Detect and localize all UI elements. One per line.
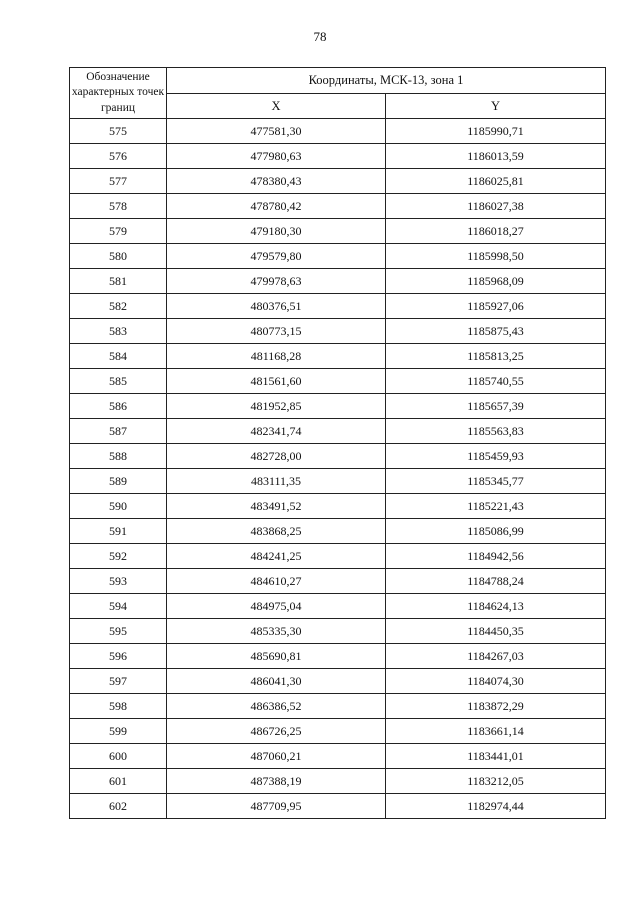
y-coordinate-cell: 1182974,44 bbox=[386, 794, 606, 819]
x-coordinate-cell: 485335,30 bbox=[167, 619, 386, 644]
point-cell: 592 bbox=[70, 544, 167, 569]
table-row bbox=[70, 619, 606, 644]
x-coordinate-cell: 482341,74 bbox=[167, 419, 386, 444]
x-coordinate-cell: 487388,19 bbox=[167, 769, 386, 794]
point-cell: 594 bbox=[70, 594, 167, 619]
point-cell: 583 bbox=[70, 319, 167, 344]
x-coordinate-cell: 478780,42 bbox=[167, 194, 386, 219]
table-row bbox=[70, 119, 606, 144]
point-cell: 586 bbox=[70, 394, 167, 419]
x-coordinate-cell: 481561,60 bbox=[167, 369, 386, 394]
y-coordinate-cell: 1186025,81 bbox=[386, 169, 606, 194]
point-cell: 585 bbox=[70, 369, 167, 394]
y-coordinate-cell: 1186013,59 bbox=[386, 144, 606, 169]
y-coordinate-cell: 1185927,06 bbox=[386, 294, 606, 319]
point-cell: 582 bbox=[70, 294, 167, 319]
y-coordinate-cell: 1183441,01 bbox=[386, 744, 606, 769]
y-coordinate-cell: 1186018,27 bbox=[386, 219, 606, 244]
table-row bbox=[70, 794, 606, 819]
point-cell: 575 bbox=[70, 119, 167, 144]
table-row bbox=[70, 769, 606, 794]
point-cell: 578 bbox=[70, 194, 167, 219]
table-row bbox=[70, 369, 606, 394]
y-coordinate-cell: 1184074,30 bbox=[386, 669, 606, 694]
table-row bbox=[70, 669, 606, 694]
x-coordinate-cell: 484610,27 bbox=[167, 569, 386, 594]
x-coordinate-cell: 481168,28 bbox=[167, 344, 386, 369]
table-header bbox=[70, 68, 606, 119]
x-coordinate-cell: 477581,30 bbox=[167, 119, 386, 144]
table-row bbox=[70, 419, 606, 444]
x-coordinate-cell: 483111,35 bbox=[167, 469, 386, 494]
x-coordinate-cell: 484975,04 bbox=[167, 594, 386, 619]
point-cell: 600 bbox=[70, 744, 167, 769]
y-coordinate-cell: 1185968,09 bbox=[386, 269, 606, 294]
point-cell: 599 bbox=[70, 719, 167, 744]
y-coordinate-cell: 1184267,03 bbox=[386, 644, 606, 669]
y-coordinate-cell: 1185459,93 bbox=[386, 444, 606, 469]
table-row bbox=[70, 394, 606, 419]
x-coordinate-cell: 479579,80 bbox=[167, 244, 386, 269]
table-row bbox=[70, 644, 606, 669]
y-coordinate-cell: 1185740,55 bbox=[386, 369, 606, 394]
point-cell: 593 bbox=[70, 569, 167, 594]
table-row bbox=[70, 294, 606, 319]
y-coordinate-cell: 1183661,14 bbox=[386, 719, 606, 744]
table-row bbox=[70, 444, 606, 469]
point-cell: 591 bbox=[70, 519, 167, 544]
point-cell: 602 bbox=[70, 794, 167, 819]
y-coordinate-cell: 1185875,43 bbox=[386, 319, 606, 344]
x-coordinate-cell: 477980,63 bbox=[167, 144, 386, 169]
y-coordinate-cell: 1184450,35 bbox=[386, 619, 606, 644]
point-cell: 587 bbox=[70, 419, 167, 444]
point-cell: 584 bbox=[70, 344, 167, 369]
y-coordinate-cell: 1184942,56 bbox=[386, 544, 606, 569]
table-row bbox=[70, 519, 606, 544]
x-coordinate-cell: 482728,00 bbox=[167, 444, 386, 469]
x-coordinate-cell: 480773,15 bbox=[167, 319, 386, 344]
y-coordinate-cell: 1185813,25 bbox=[386, 344, 606, 369]
x-coordinate-cell: 480376,51 bbox=[167, 294, 386, 319]
y-coordinate-cell: 1184624,13 bbox=[386, 594, 606, 619]
y-coordinate-cell: 1185345,77 bbox=[386, 469, 606, 494]
x-coordinate-cell: 486041,30 bbox=[167, 669, 386, 694]
y-coordinate-cell: 1185657,39 bbox=[386, 394, 606, 419]
point-cell: 595 bbox=[70, 619, 167, 644]
table-row bbox=[70, 694, 606, 719]
table-row bbox=[70, 169, 606, 194]
point-cell: 596 bbox=[70, 644, 167, 669]
table-row bbox=[70, 594, 606, 619]
x-coordinate-cell: 486726,25 bbox=[167, 719, 386, 744]
x-column-header: X bbox=[167, 94, 386, 119]
y-coordinate-cell: 1185998,50 bbox=[386, 244, 606, 269]
table-body bbox=[70, 119, 606, 819]
x-coordinate-cell: 485690,81 bbox=[167, 644, 386, 669]
point-cell: 589 bbox=[70, 469, 167, 494]
x-coordinate-cell: 484241,25 bbox=[167, 544, 386, 569]
table-row bbox=[70, 269, 606, 294]
y-coordinate-cell: 1183872,29 bbox=[386, 694, 606, 719]
y-coordinate-cell: 1184788,24 bbox=[386, 569, 606, 594]
page-number: 78 bbox=[313, 29, 327, 44]
table-row bbox=[70, 219, 606, 244]
x-coordinate-cell: 483491,52 bbox=[167, 494, 386, 519]
table-row bbox=[70, 194, 606, 219]
table-row bbox=[70, 319, 606, 344]
point-cell: 598 bbox=[70, 694, 167, 719]
point-cell: 590 bbox=[70, 494, 167, 519]
y-coordinate-cell: 1185086,99 bbox=[386, 519, 606, 544]
table-row bbox=[70, 344, 606, 369]
point-cell: 597 bbox=[70, 669, 167, 694]
x-coordinate-cell: 479978,63 bbox=[167, 269, 386, 294]
x-coordinate-cell: 483868,25 bbox=[167, 519, 386, 544]
y-coordinate-cell: 1185563,83 bbox=[386, 419, 606, 444]
coordinates-table bbox=[69, 67, 606, 819]
table-row bbox=[70, 494, 606, 519]
point-cell: 581 bbox=[70, 269, 167, 294]
table-row bbox=[70, 244, 606, 269]
x-coordinate-cell: 481952,85 bbox=[167, 394, 386, 419]
y-coordinate-cell: 1185990,71 bbox=[386, 119, 606, 144]
point-cell: 588 bbox=[70, 444, 167, 469]
table-row bbox=[70, 569, 606, 594]
table-row bbox=[70, 544, 606, 569]
y-coordinate-cell: 1185221,43 bbox=[386, 494, 606, 519]
coordinates-header: Координаты, МСК-13, зона 1 bbox=[167, 68, 606, 94]
x-coordinate-cell: 479180,30 bbox=[167, 219, 386, 244]
point-cell: 580 bbox=[70, 244, 167, 269]
designation-header: Обозначение характерных точек границ bbox=[70, 68, 167, 119]
table-row bbox=[70, 144, 606, 169]
x-coordinate-cell: 486386,52 bbox=[167, 694, 386, 719]
table-row bbox=[70, 719, 606, 744]
x-coordinate-cell: 487060,21 bbox=[167, 744, 386, 769]
y-column-header: Y bbox=[386, 94, 606, 119]
x-coordinate-cell: 487709,95 bbox=[167, 794, 386, 819]
point-cell: 577 bbox=[70, 169, 167, 194]
point-cell: 576 bbox=[70, 144, 167, 169]
y-coordinate-cell: 1183212,05 bbox=[386, 769, 606, 794]
table-row bbox=[70, 744, 606, 769]
point-cell: 579 bbox=[70, 219, 167, 244]
y-coordinate-cell: 1186027,38 bbox=[386, 194, 606, 219]
table-row bbox=[70, 469, 606, 494]
point-cell: 601 bbox=[70, 769, 167, 794]
x-coordinate-cell: 478380,43 bbox=[167, 169, 386, 194]
